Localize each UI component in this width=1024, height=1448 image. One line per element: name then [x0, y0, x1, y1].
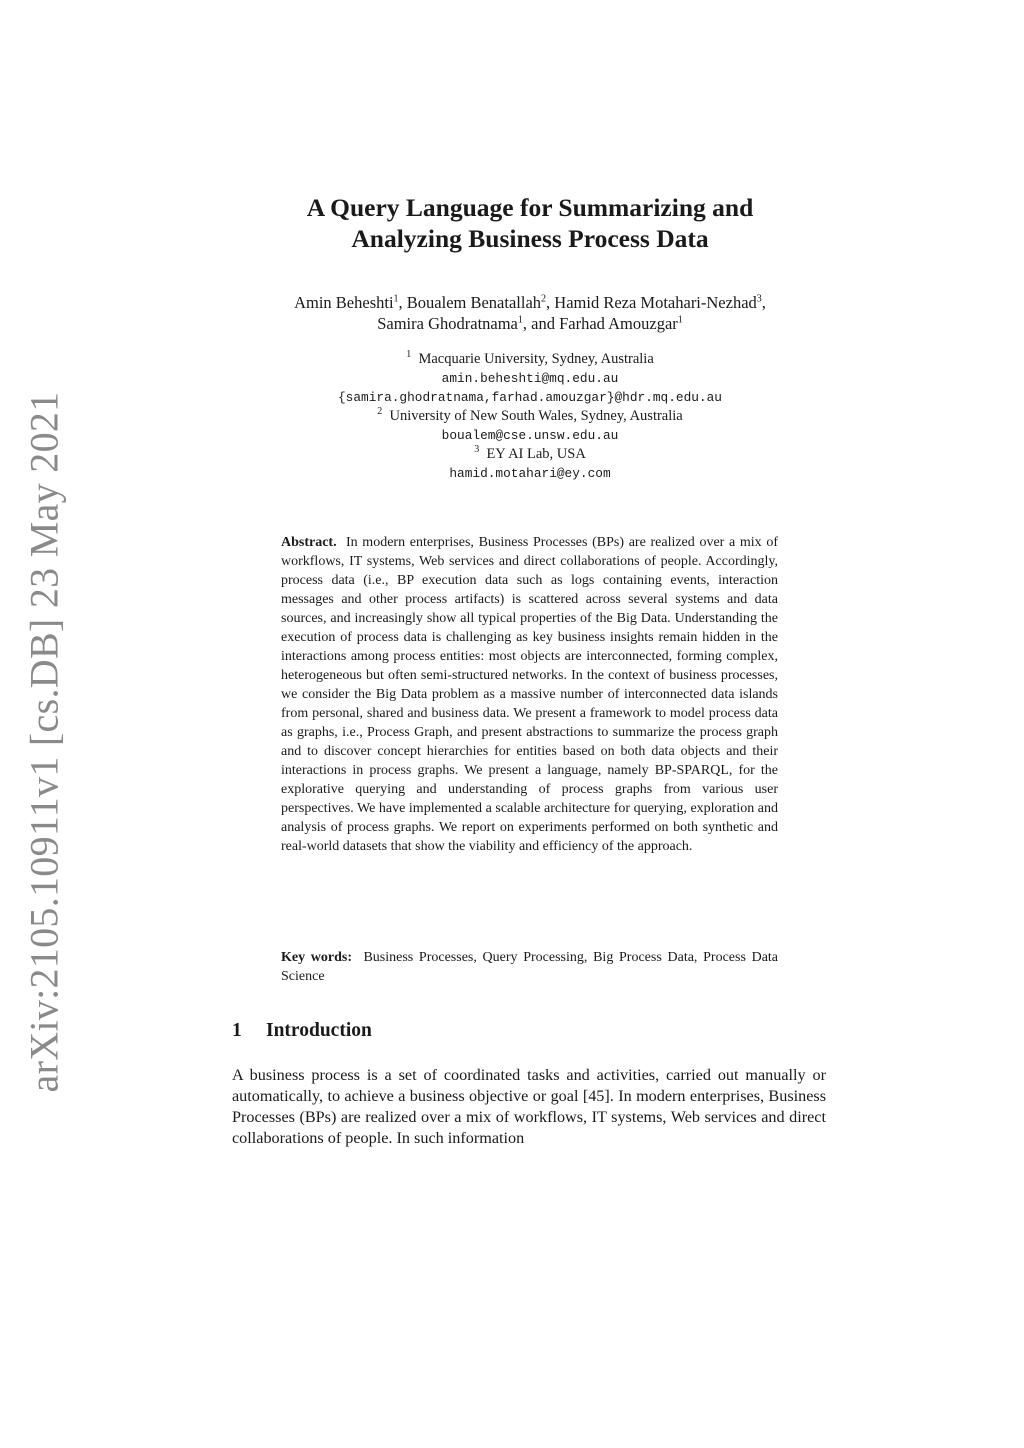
author-list	[200, 292, 860, 334]
arxiv-identifier: arXiv:2105.10911v1 [cs.DB] 23 May 2021	[21, 391, 67, 1093]
author-separator: ,	[761, 293, 766, 312]
affiliation-block	[200, 350, 860, 483]
affiliation-institution: Macquarie University, Sydney, Australia	[418, 351, 654, 367]
affiliation-institution: University of New South Wales, Sydney, Australia	[389, 408, 683, 424]
author-affiliation-mark: 2	[541, 293, 547, 305]
keywords	[281, 948, 778, 986]
author-separator: ,	[398, 293, 407, 312]
abstract	[281, 533, 778, 856]
author-name: Hamid Reza Motahari-Nezhad	[554, 293, 757, 312]
author-name: Samira Ghodratnama	[377, 314, 518, 333]
section-number: 1	[232, 1020, 242, 1041]
email-address: amin.beheshti@mq.edu.au	[441, 371, 619, 386]
section-heading	[232, 1020, 372, 1042]
affiliation-mark: 3	[474, 444, 480, 456]
keywords-label: Key words:	[281, 950, 353, 965]
affiliation-mark: 2	[377, 406, 383, 418]
author-affiliation-mark: 3	[756, 293, 762, 305]
author-affiliation-mark: 1	[517, 314, 523, 326]
author-name: Boualem Benatallah	[406, 293, 542, 312]
affiliation-3	[200, 445, 860, 464]
author-name: Farhad Amouzgar	[559, 314, 678, 333]
paper-title	[230, 192, 830, 254]
keywords-text: Business Processes, Query Processing, Big Process Data, Process Data Science	[281, 950, 779, 984]
email-address: hamid.motahari@ey.com	[449, 466, 611, 481]
title-line-1: A Query Language for Summarizing and	[306, 193, 754, 222]
author-affiliation-mark: 1	[677, 314, 683, 326]
author-line-1	[200, 292, 860, 313]
author-line-2	[200, 313, 860, 334]
author-name: Amin Beheshti	[294, 293, 394, 312]
affiliation-mark: 1	[406, 349, 412, 361]
title-line-2: Analyzing Business Process Data	[351, 224, 709, 253]
affiliation-2	[200, 407, 860, 426]
author-separator: ,	[546, 293, 555, 312]
affiliation-institution: EY AI Lab, USA	[486, 446, 586, 462]
section-title: Introduction	[266, 1020, 372, 1041]
author-affiliation-mark: 1	[393, 293, 399, 305]
author-separator: , and	[522, 314, 560, 333]
abstract-label: Abstract.	[281, 535, 337, 550]
abstract-text: In modern enterprises, Business Processes (BPs) are realized over a mix of workflows, IT systems, Web services and direct collaborations of people. Accordingly, process data (i.e., BP execution data such as logs containing events, interaction messages and other process artifacts) is scattered across several systems and data sources, and increasingly show all typical properties of the Big Data. Understanding the execution of process data is challenging as key business insights remain hidden in the interactions among process entities: most objects are interconnected, forming complex, heterogeneous but often semi-structured networks. In the context of business processes, we consider the Big Data problem as a massive number of interconnected data islands from personal, shared and business data. We present a framework to model process data as graphs, i.e., Process Graph, and present abstractions to summarize the process graph and to discover concept hierarchies for entities based on both data objects and their interactions in process graphs. We present a language, namely BP-SPARQL, for the explorative querying and understanding of process graphs from various user perspectives. We have implemented a scalable architecture for querying, exploration and analysis of process graphs. We report on experiments performed on both synthetic and real-world datasets that show the viability and efficiency of the approach.	[281, 535, 779, 854]
email-address: boualem@cse.unsw.edu.au	[441, 428, 619, 443]
email-address: {samira.ghodratnama,farhad.amouzgar}@hdr.mq.edu.au	[338, 390, 722, 405]
intro-paragraph: A business process is a set of coordinated tasks and activities, carried out manually or automatically, to achieve a business objective or goal [45]. In modern enterprises, Business Processes (BPs) are realized over a mix of workflows, IT systems, Web services and direct collaborations of people. In such information	[232, 1066, 826, 1147]
affiliation-1	[200, 350, 860, 369]
